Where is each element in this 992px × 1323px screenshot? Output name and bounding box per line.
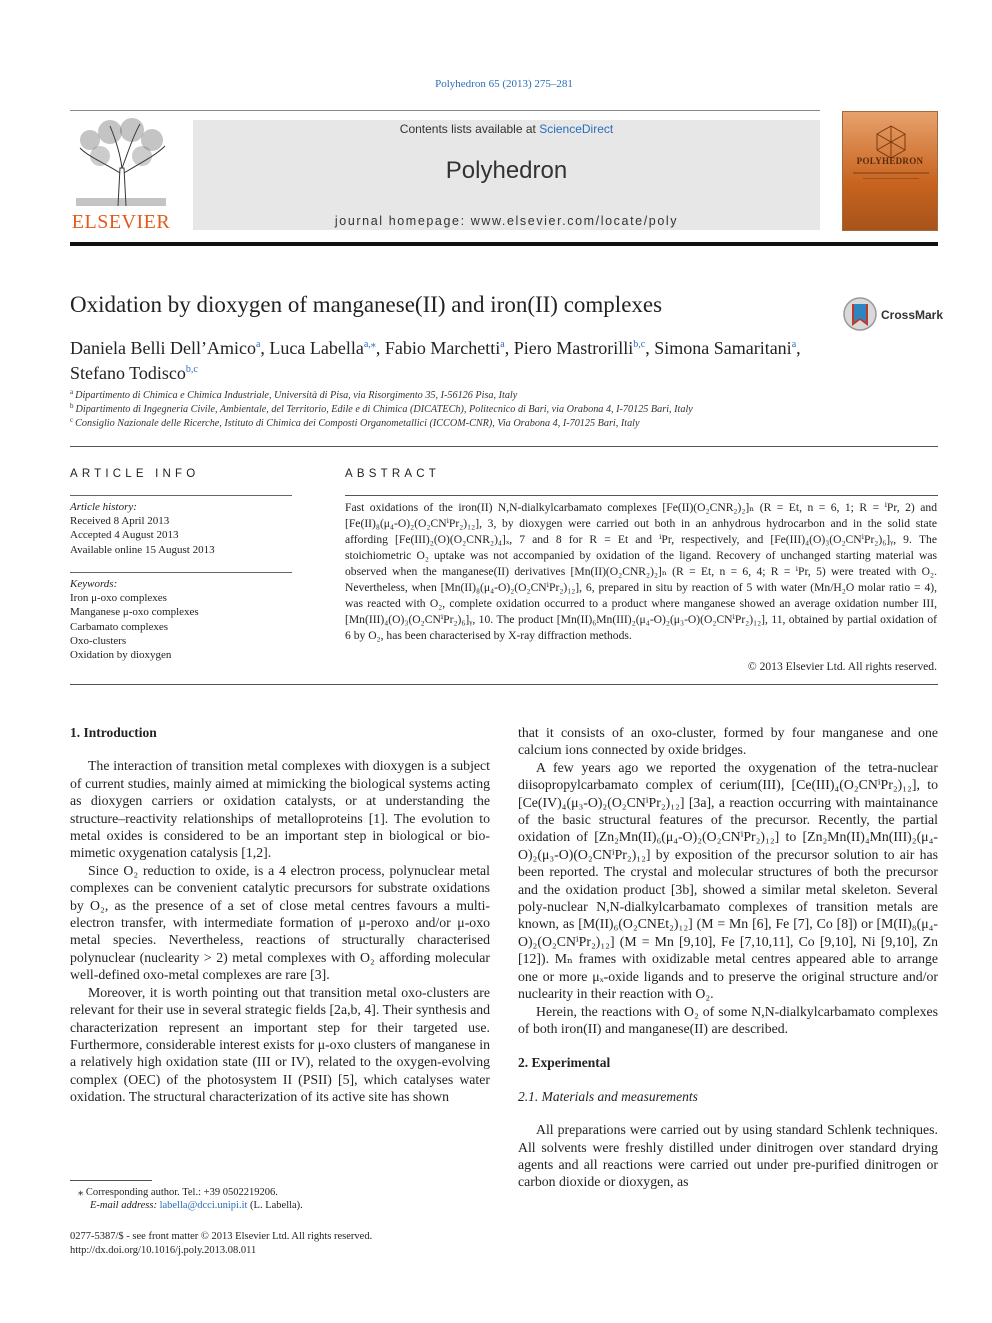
article-title: Oxidation by dioxygen of manganese(II) and iron(II) complexes: [70, 292, 663, 317]
section-heading-experimental: 2. Experimental: [518, 1055, 611, 1071]
email-note: [90, 1200, 510, 1211]
issn-line: 0277-5387/$ - see front matter © 2013 Elsevier Ltd. All rights reserved.: [70, 1231, 373, 1242]
affiliation: [70, 388, 517, 401]
email-suffix: (L. Labella).: [247, 1200, 303, 1211]
body-paragraph: that it consists of an oxo-cluster, formed by four manganese and one calcium ions connected by oxide bridges.: [518, 725, 938, 758]
author-name: Simona Samaritani: [654, 338, 792, 358]
journal-homepage[interactable]: journal homepage: www.elsevier.com/locate/poly: [334, 214, 679, 228]
author-affil-ref[interactable]: b,c: [185, 364, 198, 375]
right-column: [518, 724, 938, 1191]
keyword: Carbamato complexes: [70, 620, 169, 633]
author-name: Stefano Todisco: [70, 363, 186, 383]
footnote-rule: [70, 1180, 152, 1181]
author-name: Piero Mastrorilli: [513, 338, 634, 358]
accepted-date: Accepted 4 August 2013: [70, 529, 179, 542]
author-affil-ref[interactable]: a: [500, 339, 505, 350]
affiliation-text: Consiglio Nazionale delle Ricerche, Istituto di Chimica dei Composti Organometallici (ICCOM-CNR), Via Orabona 4, I-70125 Bari, Italy: [75, 418, 640, 429]
affiliation: [70, 402, 693, 415]
corresponding-author-note: ⁎ Corresponding author. Tel.: +39 0502219206.: [78, 1187, 278, 1198]
author-name: Fabio Marchetti: [384, 338, 501, 358]
article-info-heading: ARTICLE INFO: [70, 468, 200, 480]
keyword: Oxidation by dioxygen: [70, 649, 172, 662]
article-history: [70, 500, 292, 557]
abstract-heading: ABSTRACT: [345, 468, 440, 480]
body-paragraph: Since O₂ reduction to oxide, is a 4 electron process, polynuclear metal complexes can be convenient catalytic precursors for substrate oxidations by O₂, as the presence of a set of close metal centres favours a multi-electron transfer, with intermediate formation of μ-peroxo and/or μ-oxo metal species. Nevertheless, reactions of structurally characterised polynuclear (nuclearity > 2) metal complexes with O₂ affording molecular well-defined oxo-metal complexes are rare [3].: [70, 862, 490, 983]
sciencedirect-link[interactable]: ScienceDirect: [539, 122, 614, 136]
affiliation-marker: b: [70, 402, 74, 410]
keywords: [70, 577, 292, 662]
body-paragraph: Herein, the reactions with O₂ of some N,N-dialkylcarbamato complexes of both iron(II) and manganese(II) are described.: [518, 1003, 938, 1036]
email-label: E-mail address:: [90, 1200, 160, 1211]
received-date: Received 8 April 2013: [70, 515, 170, 528]
body-paragraph: All preparations were carried out by using standard Schlenk techniques. All solvents were freshly distilled under dinitrogen over standard drying agents and all reactions were carried out under pre-purified dinitrogen or carbon dioxide or dioxygen, as: [518, 1122, 938, 1190]
affiliation-text: Dipartimento di Chimica e Chimica Industriale, Università di Pisa, via Risorgimento 35, I-56126 Pisa, Italy: [75, 390, 518, 401]
keywords-rule: [70, 572, 292, 573]
body-paragraph: Moreover, it is worth pointing out that transition metal oxo-clusters are relevant for their use in several strategic fields [2a,b, 4]. Their synthesis and characterization represent an important step for their targeted use. Furthermore, considerable interest exists for μ-oxo clusters of manganese in a relatively high oxidation state (III or IV), related to the oxygen-evolving complex (OEC) of the photosystem II (PSII) [5], which catalyses water oxidation. The structural characterization of its active site has shown: [70, 984, 490, 1105]
abstract-copyright: © 2013 Elsevier Ltd. All rights reserved.: [747, 660, 937, 673]
polyhedron-cover-icon: [843, 112, 939, 232]
author-affil-ref[interactable]: a,⁎: [363, 339, 376, 350]
keywords-label: Keywords:: [70, 578, 118, 590]
journal-citation[interactable]: Polyhedron 65 (2013) 275–281: [435, 78, 573, 90]
keyword: Iron μ-oxo complexes: [70, 592, 167, 605]
header-bottom-rule: [70, 242, 938, 246]
online-date: Available online 15 August 2013: [70, 543, 215, 556]
affiliation-rule: [70, 446, 938, 447]
left-column: [70, 724, 490, 1106]
crossmark-label[interactable]: CrossMark: [881, 308, 944, 322]
author-name: Daniela Belli Dell’Amico: [70, 338, 256, 358]
affiliation-text: Dipartimento di Ingegneria Civile, Ambientale, del Territorio, Edile e di Chimica (DICATECh), Politecnico di Bari, via Orabona 4, I-70125 Bari, Italy: [75, 404, 693, 415]
author-list: Daniela Belli Dell’Amico$^a$, Luca Labella$^{a,⁎}$, Fabio Marchetti$^a$, Piero Mastrorilli$^{b,c}$, Simona Samaritani$^a$, Stefano Todisco$^{b,c}$: [70, 338, 801, 383]
journal-cover: [842, 111, 938, 231]
author-affil-ref[interactable]: b,c: [633, 339, 646, 350]
cover-title: POLYHEDRON: [856, 156, 924, 166]
section-heading-introduction: 1. Introduction: [70, 725, 157, 740]
journal-title: Polyhedron: [445, 157, 568, 184]
contents-prefix: Contents lists available at: [399, 122, 540, 136]
history-label: Article history:: [70, 501, 137, 513]
contents-line: [193, 122, 820, 136]
affiliation: [70, 416, 640, 429]
affiliation-marker: a: [70, 388, 74, 396]
author-affil-ref[interactable]: a: [791, 339, 797, 350]
abstract-rule: [345, 495, 938, 496]
body-paragraph: The interaction of transition metal complexes with dioxygen is a subject of current studies, mainly aimed at mimicking the biological systems acting as dioxygen carriers or oxidation catalysts, or at understanding the structure–reactivity relationships of metalloproteins [1]. The evolution to metal oxides is considered to be an important step in biological or bio-mimetic oxygenation catalysis [1,2].: [70, 758, 490, 861]
abstract-bottom-rule: [70, 684, 938, 685]
crossmark-icon[interactable]: [842, 296, 878, 332]
elsevier-wordmark: ELSEVIER: [71, 211, 171, 233]
doi-link[interactable]: http://dx.doi.org/10.1016/j.poly.2013.08.011: [70, 1245, 257, 1256]
header-top-rule: [70, 110, 820, 111]
body-paragraph: A few years ago we reported the oxygenation of the tetra-nuclear diisopropylcarbamato complex of cerium(III), [Ce(III)₄(O₂CNⁱPr₂)₁₂], to [Ce(IV)₄(μ₃-O)₂(O₂CNⁱPr₂)₁₂] [3a], a reaction occurring with maintainance of the basic structural features of the precursor. Recently, the partial oxidation of [Zn₂Mn(II)₆(μ₄-O)₂(O₂CNⁱPr₂)₁₂] to [Zn₂Mn(II)₄Mn(III)₂(μ₄-O)₂(μ₃-O)(O₂CNⁱPr₂)₁₂] by exposition of the precursor solution to air has been reported. The crystal and molecular structures of both the precursor and the oxidation product [3b], showed a similar metal skeleton. Several poly-nuclear N,N-dialkylcarbamato complexes of transition metals are known, as [M(II)₆(O₂CNEt₂)₁₂] (M = Mn [6], Fe [7], Co [8]) or [M(II)₈(μ₄-O)₂(O₂CNⁱPr₂)₁₂] (M = Mn [9,10], Fe [7,10,11], Co [9,10], Ni [9,10], Zn [12]). Mₙ frames with oxidizable metal centres appeared able to arrange one or more μₓ-oxide ligands and to preserve the original structure and/or nuclearity in their reaction with O₂.: [518, 759, 938, 1002]
abstract-text: Fast oxidations of the iron(II) N,N-dialkylcarbamato complexes [Fe(II)(O₂CNR₂)₂]ₙ (R = Et, n = 6, 1; R = ⁱPr, 2) and [Fe(II)₈(μ₄-O)₂(O₂CNⁱPr₂)₁₂], 3, by dioxygen were carried out both in an anhydrous hydrocarbon and in the solid state affording [Fe(III)₂(O)(O₂CNR₂)₄]ₓ, 7 and 8 for R = Et and ⁱPr, respectively, and [Fe(III)₄(O)₃(O₂CNⁱPr₂)₆]ᵧ, 9. The stoichiometric O₂ uptake was not accompanied by oxidation of the ligand. Recovery of unchanged starting material was observed when the manganese(II) derivatives [Mn(II)(O₂CNR₂)₂]ₙ (R = Et, n = 6, 4; R = ⁱPr, 5) were treated with O₂. Nevertheless, when [Mn(II)₈(μ₄-O)₂(O₂CNⁱPr₂)₁₂], 6, prepared in situ by reaction of 5 with water (Mn/H₂O molar ratio = 4), was reacted with O₂, complete oxidation occurred to a product where manganese showed an average oxidation number III, [Mn(III)₄(O)₃(O₂CNⁱPr₂)₆]ᵧ, 10. The product [Mn(II)₆Mn(III)₂(μ₄-O)₂(μ₃-O)(O₂CNⁱPr₂)₁₂], 11, obtained by partial oxidation of 6 by O₂, has been characterised by X-ray diffraction methods.: [345, 501, 937, 642]
author-name: Luca Labella: [269, 338, 364, 358]
info-rule: [70, 495, 292, 496]
keyword: Manganese μ-oxo complexes: [70, 606, 199, 619]
keyword: Oxo-clusters: [70, 634, 127, 647]
email-link[interactable]: labella@dcci.unipi.it: [159, 1200, 248, 1211]
subsection-heading-materials: 2.1. Materials and measurements: [518, 1088, 698, 1104]
author-affil-ref[interactable]: a: [255, 339, 261, 350]
affiliation-marker: c: [70, 416, 74, 424]
